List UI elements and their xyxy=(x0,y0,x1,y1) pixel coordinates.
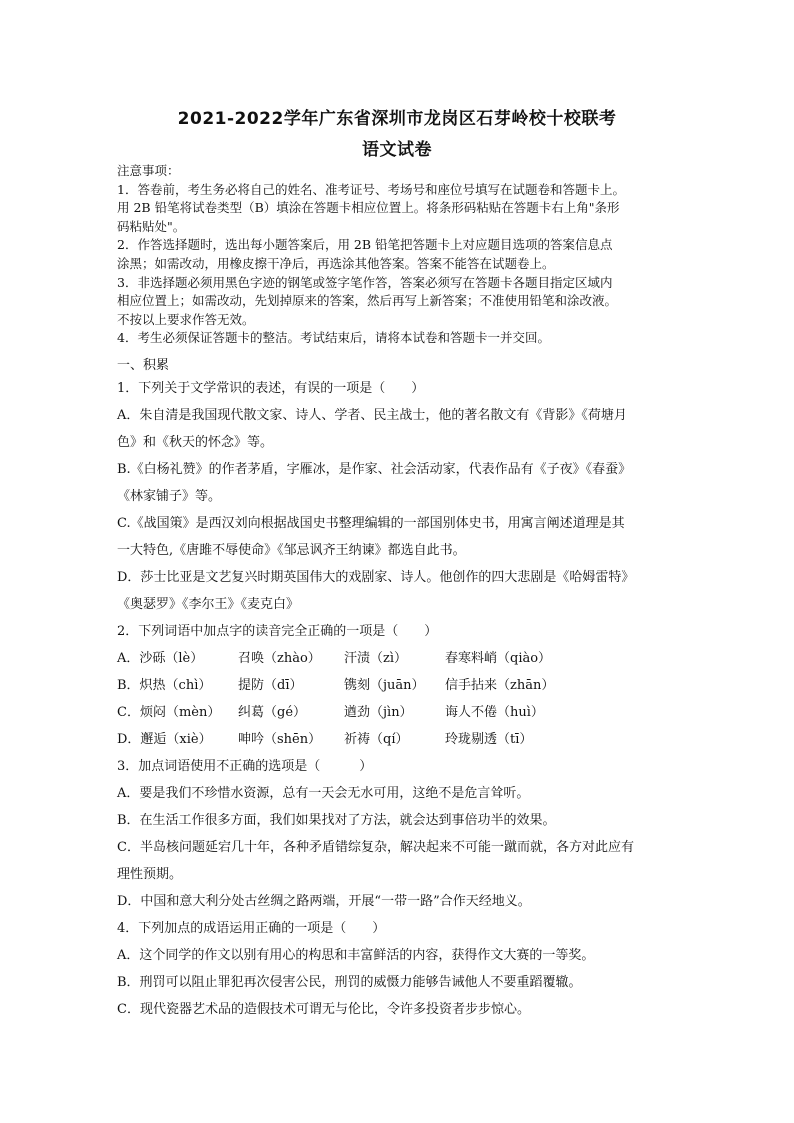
pinyin-item: 镌刻（juān） xyxy=(344,678,425,693)
pinyin-item: D．邂逅（xiè） xyxy=(117,732,212,747)
pinyin-item: 提防（dī） xyxy=(238,678,303,693)
pinyin-item: 召唤（zhào） xyxy=(238,651,321,666)
pinyin-item: 祈祷（qí） xyxy=(344,732,409,747)
question-3-option-b: B．在生活工作很多方面，我们如果找对了方法，就会达到事倍功半的效果。 xyxy=(117,813,556,828)
question-1-option-c: C.《战国策》是西汉刘向根据战国史书整理编辑的一部国别体史书，用寓言阐述道理是其 xyxy=(117,516,625,531)
question-2-option-b xyxy=(117,672,687,699)
pinyin-item: 纠葛（gé） xyxy=(238,705,307,720)
pinyin-item: A．沙砾（lè） xyxy=(117,651,204,666)
notice-line: 涂黑；如需改动，用橡皮擦干净后，再选涂其他答案。答案不能答在试题卷上。 xyxy=(117,255,555,271)
question-2-option-a xyxy=(117,645,687,672)
question-4-option-a: A．这个同学的作文以别有用心的构思和丰富鲜活的内容，获得作文大赛的一等奖。 xyxy=(117,948,595,963)
question-1-option-d-cont: 《奥瑟罗》《李尔王》《麦克白》 xyxy=(117,597,300,612)
question-1-option-b-cont: 《林家铺子》等。 xyxy=(117,489,222,504)
question-4-stem: 4．下列加点的成语运用正确的一项是（ ） xyxy=(117,921,386,936)
question-4-option-b: B．刑罚可以阻止罪犯再次侵害公民，刑罚的威慑力能够告诫他人不要重蹈覆辙。 xyxy=(117,975,582,990)
notice-line: 相应位置上；如需改动，先划掉原来的答案，然后再写上新答案；不准使用铅笔和涂改液。 xyxy=(117,293,618,309)
notice-line: 1．答卷前，考生务必将自己的姓名、准考证号、考场号和座位号填写在试题卷和答题卡上。 xyxy=(117,181,625,197)
notice-line: 码粘贴处"。 xyxy=(117,218,186,234)
question-4-option-c: C．现代瓷器艺术品的造假技术可谓无与伦比，令许多投资者步步惊心。 xyxy=(117,1002,530,1017)
notice-line: 3．非选择题必须用黑色字迹的钢笔或签字笔作答，答案必须写在答题卡各题目指定区域内 xyxy=(117,274,613,290)
question-3-option-a: A．要是我们不珍惜水资源，总有一天会无水可用，这绝不是危言耸听。 xyxy=(117,786,530,801)
pinyin-item: 汗渍（zì） xyxy=(344,651,408,666)
questions xyxy=(117,357,687,1023)
notice-line: 用 2B 铅笔将试卷类型（B）填涂在答题卡相应位置上。将条形码粘贴在答题卡右上角"条形 xyxy=(117,200,620,216)
pinyin-item: B．炽热（chì） xyxy=(117,678,212,693)
question-2-stem: 2．下列词语中加点字的读音完全正确的一项是（ ） xyxy=(117,624,438,639)
question-1-option-a-cont: 色》和《秋天的怀念》等。 xyxy=(117,435,274,450)
pinyin-item: 玲珑剔透（tī） xyxy=(445,732,533,747)
notice-line: 2．作答选择题时，选出每小题答案后，用 2B 铅笔把答题卡上对应题目选项的答案信息点 xyxy=(117,237,613,253)
pinyin-item: 遒劲（jìn） xyxy=(344,705,413,720)
pinyin-item: 信手拈来（zhān） xyxy=(445,678,555,693)
notice-block xyxy=(117,162,687,348)
question-1-stem: 1．下列关于文学常识的表述，有误的一项是（ ） xyxy=(117,381,425,396)
notice-line: 4．考生必须保证答题卡的整洁。考试结束后，请将本试卷和答题卡一并交回。 xyxy=(117,330,550,346)
pinyin-item: C．烦闷（mèn） xyxy=(117,705,221,720)
question-2-option-c xyxy=(117,699,687,726)
pinyin-item: 春寒料峭（qiào） xyxy=(445,651,552,666)
question-1-option-d: D．莎士比亚是文艺复兴时期英国伟大的戏剧家、诗人。他创作的四大悲剧是《哈姆雷特》 xyxy=(117,570,635,585)
exam-title: 2021-2022学年广东省深圳市龙岗区石芽岭校十校联考 xyxy=(177,109,617,129)
question-1-option-c-cont: 一大特色,《唐雎不辱使命》《邹忌讽齐王纳谏》都选自此书。 xyxy=(117,543,466,558)
question-2-option-d xyxy=(117,726,687,753)
notice-heading: 注意事项： xyxy=(117,163,180,178)
exam-subtitle: 语文试卷 xyxy=(362,140,432,160)
question-3-option-c: C．半岛核问题延宕几十年，各种矛盾错综复杂，解决起来不可能一蹴而就，各方对此应有 xyxy=(117,840,634,855)
pinyin-item: 呻吟（shēn） xyxy=(238,732,322,747)
question-3-option-d: D．中国和意大利分处古丝绸之路两端，开展“一带一路”合作天经地义。 xyxy=(117,894,531,909)
pinyin-item: 诲人不倦（huì） xyxy=(445,705,544,720)
notice-line: 不按以上要求作答无效。 xyxy=(117,311,255,327)
question-3-stem: 3．加点词语使用不正确的选项是（ ） xyxy=(117,759,373,774)
question-3-option-c-cont: 理性预期。 xyxy=(117,867,183,882)
section-heading: 一、积累 xyxy=(117,358,170,373)
question-1-option-b: B.《白杨礼赞》的作者茅盾，字雁冰，是作家、社会活动家，代表作品有《子夜》《春蚕》 xyxy=(117,462,632,477)
question-1-option-a: A．朱自清是我国现代散文家、诗人、学者、民主战士，他的著名散文有《背影》《荷塘月 xyxy=(117,408,627,423)
